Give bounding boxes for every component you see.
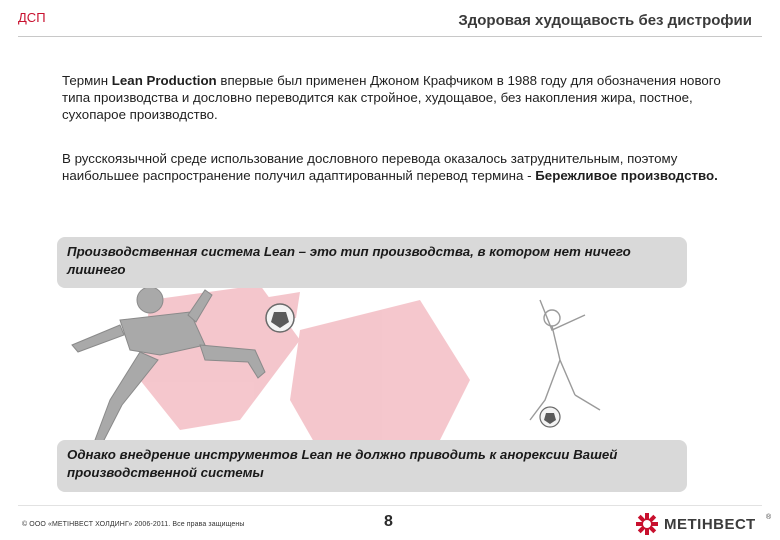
player-right-leg-b — [575, 395, 600, 410]
footer-divider — [18, 505, 762, 506]
callout-lean-system: Производственная система Lean – это тип производства, в котором нет ничего лишнего — [57, 237, 687, 288]
player-left-head — [137, 287, 163, 313]
classification-tag: ДСП — [18, 10, 46, 25]
page-number: 8 — [384, 513, 393, 530]
term-lean-production: Lean Production — [111, 73, 217, 88]
callout-anorexia-warning: Однако внедрение инструментов Lean не должно приводить к анорексии Вашей производственной системы — [57, 440, 687, 492]
player-right-body — [552, 326, 575, 395]
registered-mark: ® — [766, 514, 772, 521]
page-title: Здоровая худощавость без дистрофии — [458, 12, 752, 29]
p1-prefix: Термин — [62, 73, 112, 88]
football-player-right — [530, 300, 600, 420]
term-lean-russian: Бережливое производство. — [535, 168, 718, 183]
p1-rest: впервые был применен Джоном Крафчиком в 1988 году для обозначения нового типа производства и дословно переводится как стройное, худощавое, без накопления жира, постное, сухопарое производство. — [62, 73, 721, 122]
copyright-notice: © ООО «МЕТІНВЕСТ ХОЛДИНГ» 2006-2011. Все права защищены — [22, 521, 245, 528]
paragraph-lean-definition — [62, 72, 722, 123]
player-right-arms — [540, 300, 585, 330]
player-right-head — [544, 310, 560, 326]
p2-text: В русскоязычной среде использование дословного перевода оказалось затруднительным, поэтому наибольшее распространение получил адаптированный перевод термина - — [62, 151, 678, 183]
paragraph-russian-translation — [62, 150, 722, 184]
player-left-leg-stand — [95, 352, 158, 444]
metinvest-logo — [634, 512, 774, 536]
logo-mark-icon — [634, 512, 660, 536]
logo-wordmark: МЕТІНВЕСТ — [664, 516, 756, 533]
player-left-arm — [72, 325, 124, 352]
